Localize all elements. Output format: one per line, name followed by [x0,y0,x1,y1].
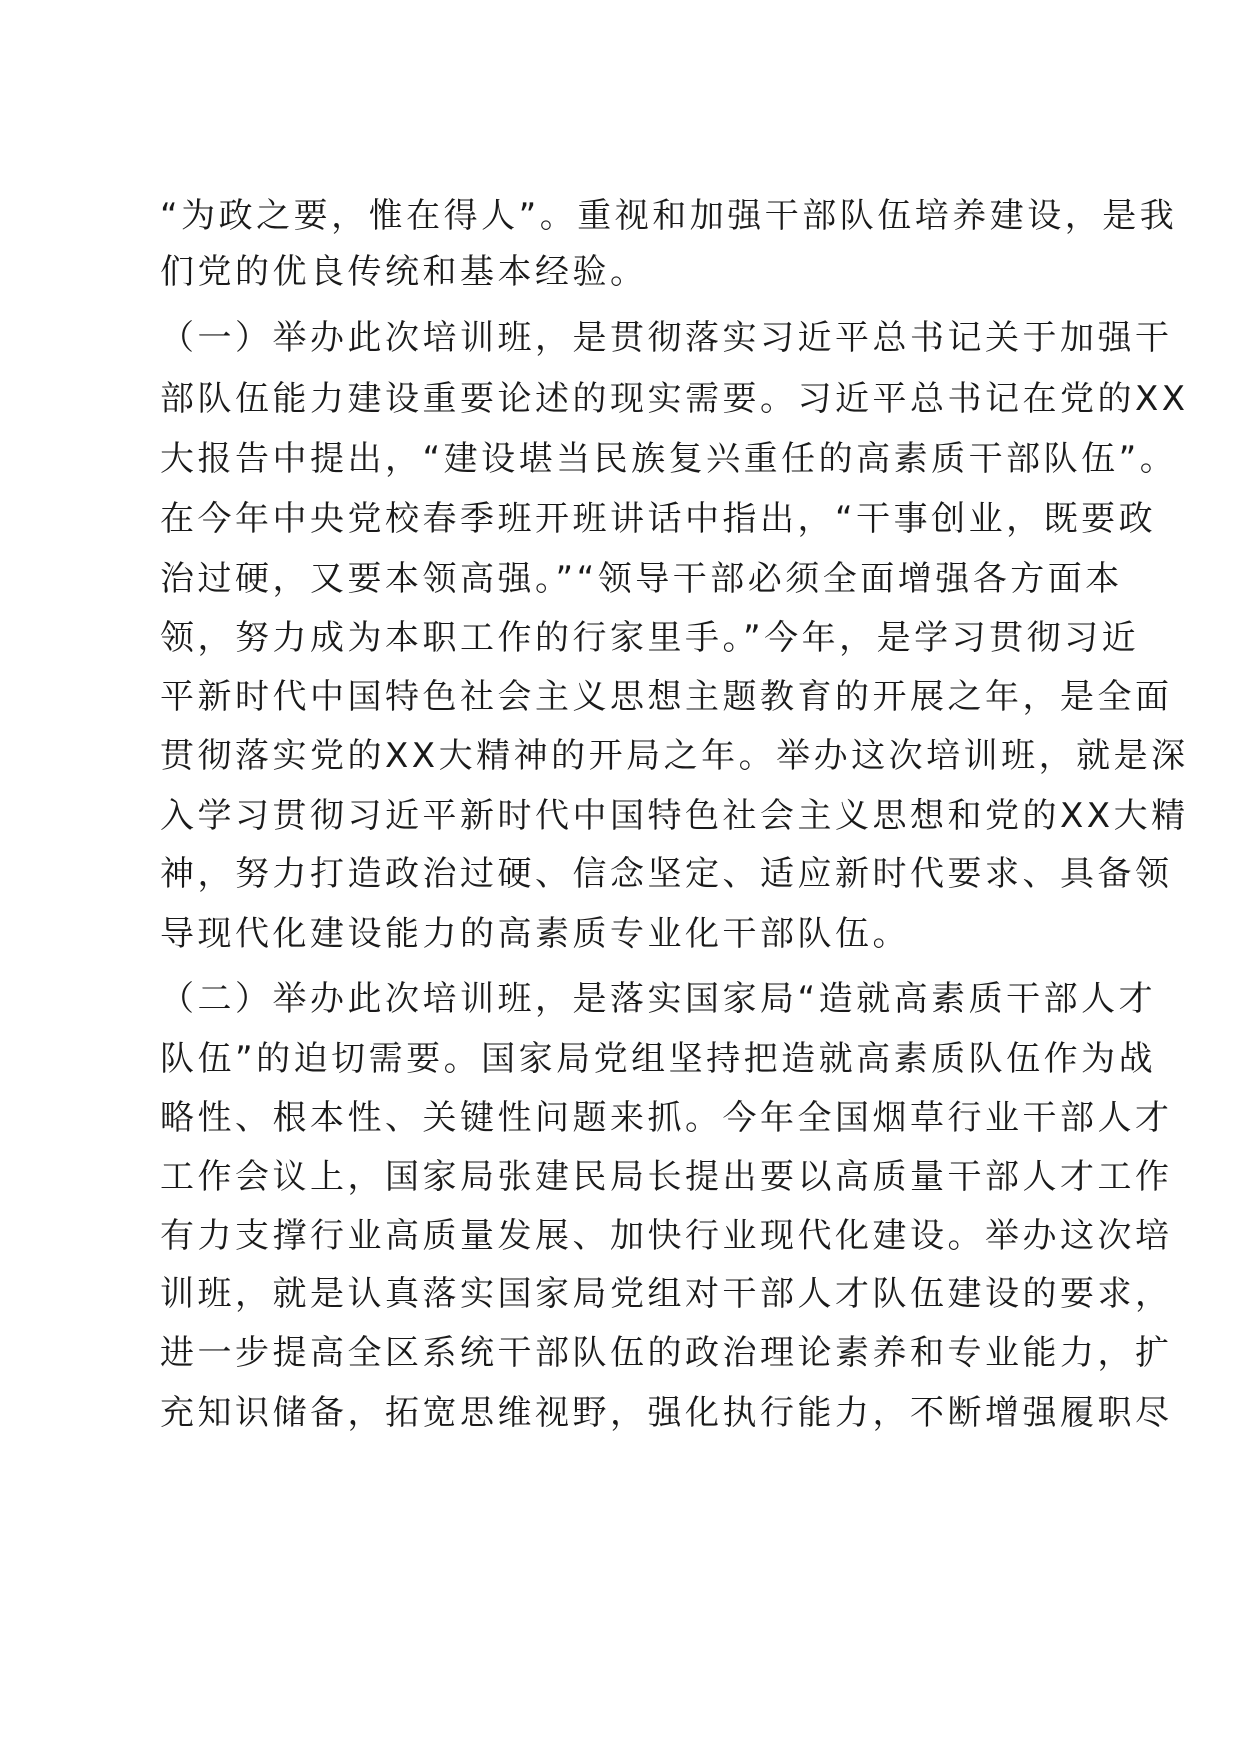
text-line: 有力支撑行业高质量发展、加快行业现代化建设。举办这次培 [160,1216,1173,1256]
text-line: 治过硬，又要本领高强。”“领导干部必须全面增强各方面本 [160,559,1123,599]
text-line: “为政之要，惟在得人”。重视和加强干部队伍培养建设，是我 [160,196,1178,236]
text-line: 充知识储备，拓宽思维视野，强化执行能力，不断增强履职尽 [160,1393,1173,1433]
text-line: 们党的优良传统和基本经验。 [160,252,648,292]
text-line: 部队伍能力建设重要论述的现实需要。习近平总书记在党的XX [160,379,1189,419]
text-line: 平新时代中国特色社会主义思想主题教育的开展之年，是全面 [160,677,1173,717]
text-line: 队伍”的迫切需要。国家局党组坚持把造就高素质队伍作为战 [160,1039,1157,1079]
text-line: 导现代化建设能力的高素质专业化干部队伍。 [160,914,910,954]
text-line: （二）举办此次培训班，是落实国家局“造就高素质干部人才 [160,979,1157,1019]
text-line: 神，努力打造政治过硬、信念坚定、适应新时代要求、具备领 [160,854,1173,894]
text-line: 贯彻落实党的XX大精神的开局之年。举办这次培训班，就是深 [160,736,1189,776]
text-line: 进一步提高全区系统干部队伍的政治理论素养和专业能力，扩 [160,1333,1173,1373]
text-line: 入学习贯彻习近平新时代中国特色社会主义思想和党的XX大精 [160,796,1189,836]
text-line: 略性、根本性、关键性问题来抓。今年全国烟草行业干部人才 [160,1098,1173,1138]
text-line: 大报告中提出，“建设堪当民族复兴重任的高素质干部队伍”。 [160,439,1178,479]
text-line: 领，努力成为本职工作的行家里手。”今年，是学习贯彻习近 [160,618,1140,658]
text-line: 工作会议上，国家局张建民局长提出要以高质量干部人才工作 [160,1157,1173,1197]
text-line: 训班，就是认真落实国家局党组对干部人才队伍建设的要求， [160,1274,1173,1314]
text-line: （一）举办此次培训班，是贯彻落实习近平总书记关于加强干 [160,318,1173,358]
text-line: 在今年中央党校春季班开班讲话中指出，“干事创业，既要政 [160,499,1157,539]
